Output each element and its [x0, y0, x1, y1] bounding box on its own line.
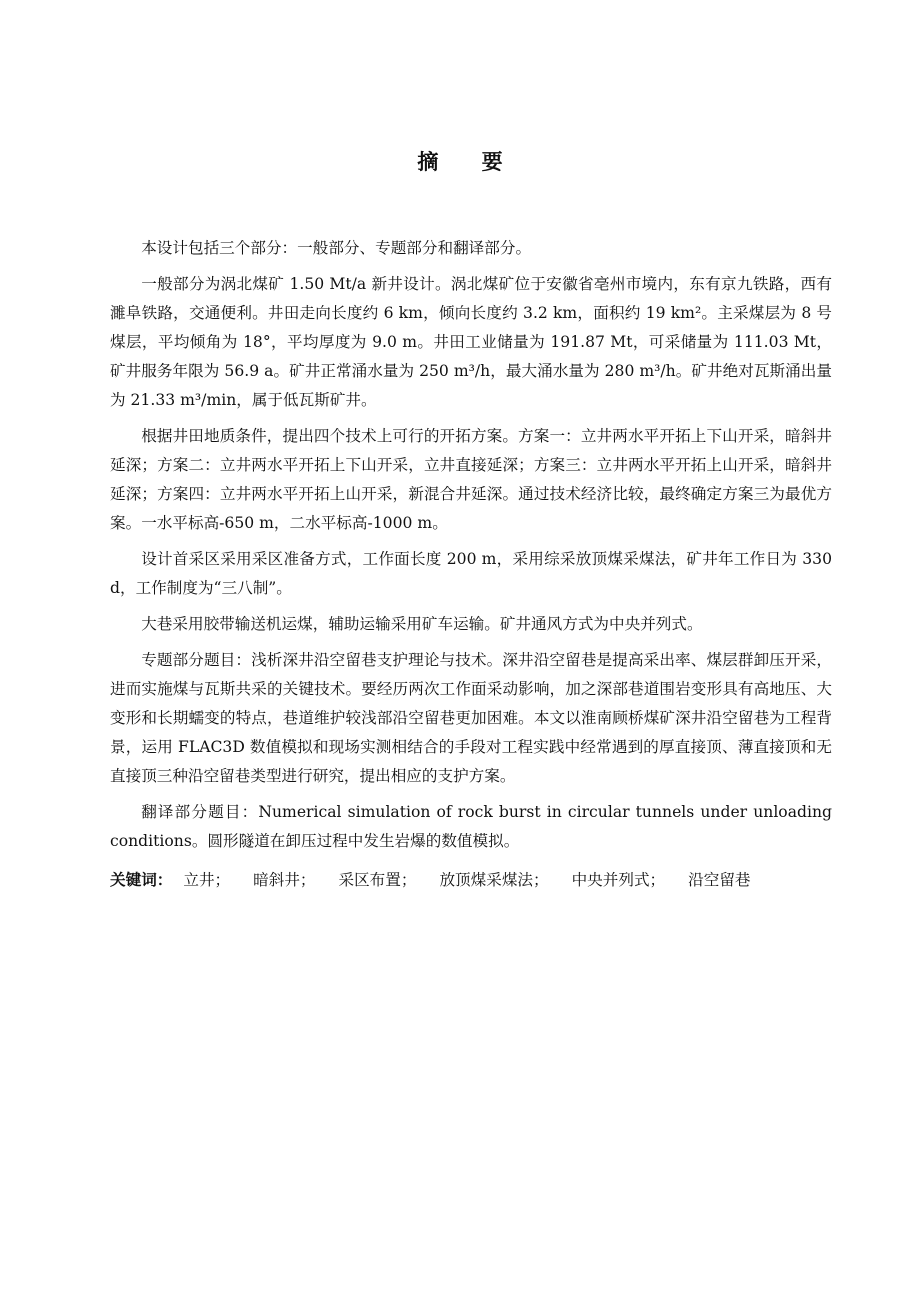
paragraph-overview: 本设计包括三个部分：一般部分、专题部分和翻译部分。	[141, 239, 532, 257]
keywords-line	[110, 866, 832, 895]
abstract-title: 摘 要	[417, 150, 521, 174]
keyword-item: 中央并列式；	[571, 871, 666, 889]
abstract-body	[110, 234, 832, 895]
keyword-item: 放顶煤采煤法；	[439, 871, 549, 889]
paragraph-general-part: 一般部分为涡北煤矿 1.50 Mt/a 新井设计。涡北煤矿位于安徽省亳州市境内，东有京九铁路，西有濉阜铁路，交通便利。井田走向长度约 6 km，倾向长度约 3.2 km，面积约 19 km²。主采煤层为 8 号煤层，平均倾角为 18°，平均厚度为 9.0 m。井田工业储量为 191.87 Mt，可采储量为 111.03 Mt，矿井服务年限为 56.9 a。矿井正常涌水量为 250 m³/h，最大涌水量为 280 m³/h。矿井绝对瓦斯涌出量为 21.33 m³/min，属于低瓦斯矿井。	[110, 275, 832, 409]
keyword-item: 立井；	[183, 871, 231, 889]
keyword-item: 沿空留巷	[688, 871, 751, 889]
paragraph-translation: 翻译部分题目：Numerical simulation of rock burst in circular tunnels under unloading conditions。圆形隧道在卸压过程中发生岩爆的数值模拟。	[110, 803, 832, 850]
keywords-label: 关键词：	[110, 871, 173, 889]
paragraph-special-topic: 专题部分题目：浅析深井沿空留巷支护理论与技术。深井沿空留巷是提高采出率、煤层群卸压开采，进而实施煤与瓦斯共采的关键技术。要经历两次工作面采动影响，加之深部巷道围岩变形具有高地压、大变形和长期蠕变的特点，巷道维护较浅部沿空留巷更加困难。本文以淮南顾桥煤矿深井沿空留巷为工程背景，运用 FLAC3D 数值模拟和现场实测相结合的手段对工程实践中经常遇到的厚直接顶、薄直接顶和无直接顶三种沿空留巷类型进行研究，提出相应的支护方案。	[110, 651, 832, 785]
keyword-item: 采区布置；	[338, 871, 417, 889]
paragraph-transport-ventilation: 大巷采用胶带输送机运煤，辅助运输采用矿车运输。矿井通风方式为中央并列式。	[141, 615, 703, 633]
paragraph-development-schemes: 根据井田地质条件，提出四个技术上可行的开拓方案。方案一：立井两水平开拓上下山开采，暗斜井延深；方案二：立井两水平开拓上下山开采，立井直接延深；方案三：立井两水平开拓上山开采，暗斜井延深；方案四：立井两水平开拓上山开采，新混合井延深。通过技术经济比较，最终确定方案三为最优方案。一水平标高-650 m，二水平标高-1000 m。	[110, 427, 832, 532]
paragraph-first-mining-area: 设计首采区采用采区准备方式，工作面长度 200 m，采用综采放顶煤采煤法，矿井年工作日为 330 d，工作制度为“三八制”。	[110, 550, 832, 597]
keyword-item: 暗斜井；	[253, 871, 316, 889]
